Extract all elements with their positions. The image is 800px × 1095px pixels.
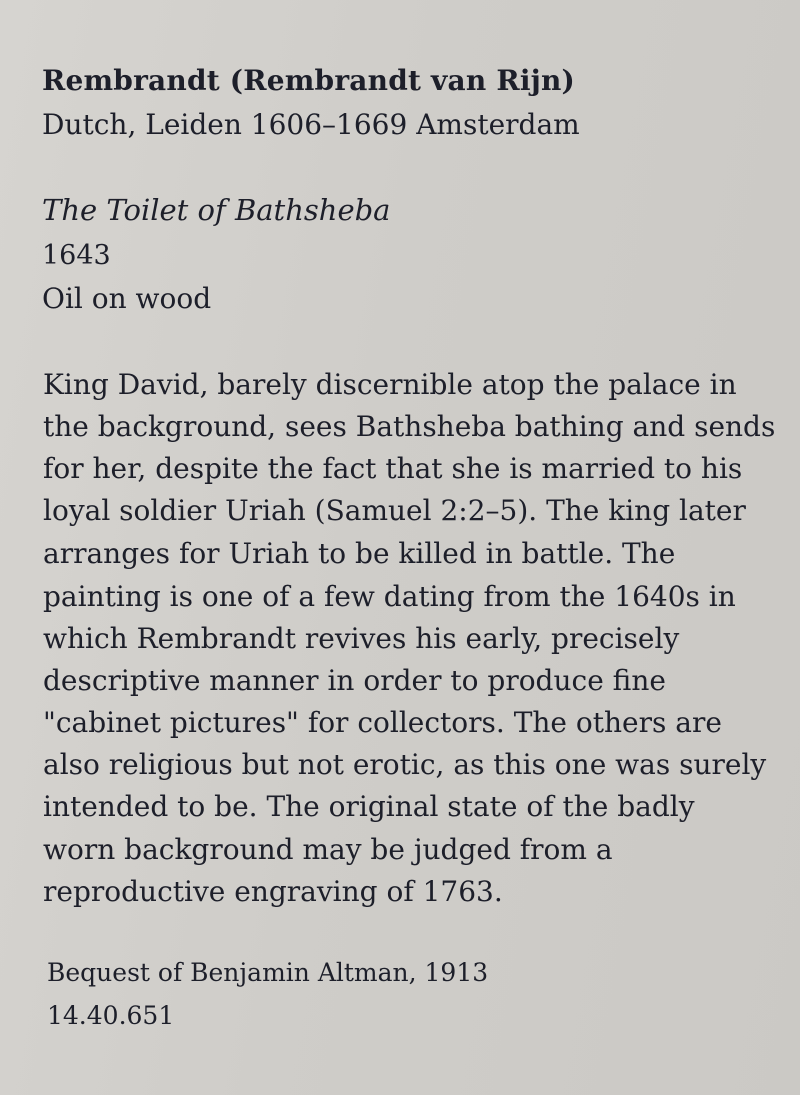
description-line: loyal soldier Uriah (Samuel 2:2–5). The king later — [43, 494, 746, 527]
credit-line: Bequest of Benjamin Altman, 1913 — [47, 958, 489, 987]
description-line: intended to be. The original state of the badly — [43, 790, 695, 823]
description-line: the background, sees Bathsheba bathing and sends — [43, 410, 776, 443]
artwork-title: The Toilet of Bathsheba — [42, 193, 391, 227]
description-line: worn background may be judged from a — [43, 833, 613, 866]
description-line: also religious but not erotic, as this one was surely — [43, 748, 767, 781]
artwork-date: 1643 — [42, 240, 111, 271]
description-line: reproductive engraving of 1763. — [43, 875, 503, 908]
description-line: King David, barely discernible atop the palace in — [43, 368, 737, 401]
description-line: arranges for Uriah to be killed in battle. The — [43, 537, 676, 570]
description-line: which Rembrandt revives his early, precisely — [43, 622, 680, 655]
description-line: for her, despite the fact that she is married to his — [43, 452, 743, 485]
description-line: painting is one of a few dating from the 1640s in — [43, 580, 736, 613]
artist-nationality-dates: Dutch, Leiden 1606–1669 Amsterdam — [42, 108, 580, 141]
description-line: "cabinet pictures" for collectors. The others are — [43, 706, 722, 739]
artwork-medium: Oil on wood — [42, 282, 212, 315]
accession-number: 14.40.651 — [47, 1001, 175, 1030]
description-line: descriptive manner in order to produce fine — [43, 664, 666, 697]
artist-name: Rembrandt (Rembrandt van Rijn) — [42, 64, 576, 97]
